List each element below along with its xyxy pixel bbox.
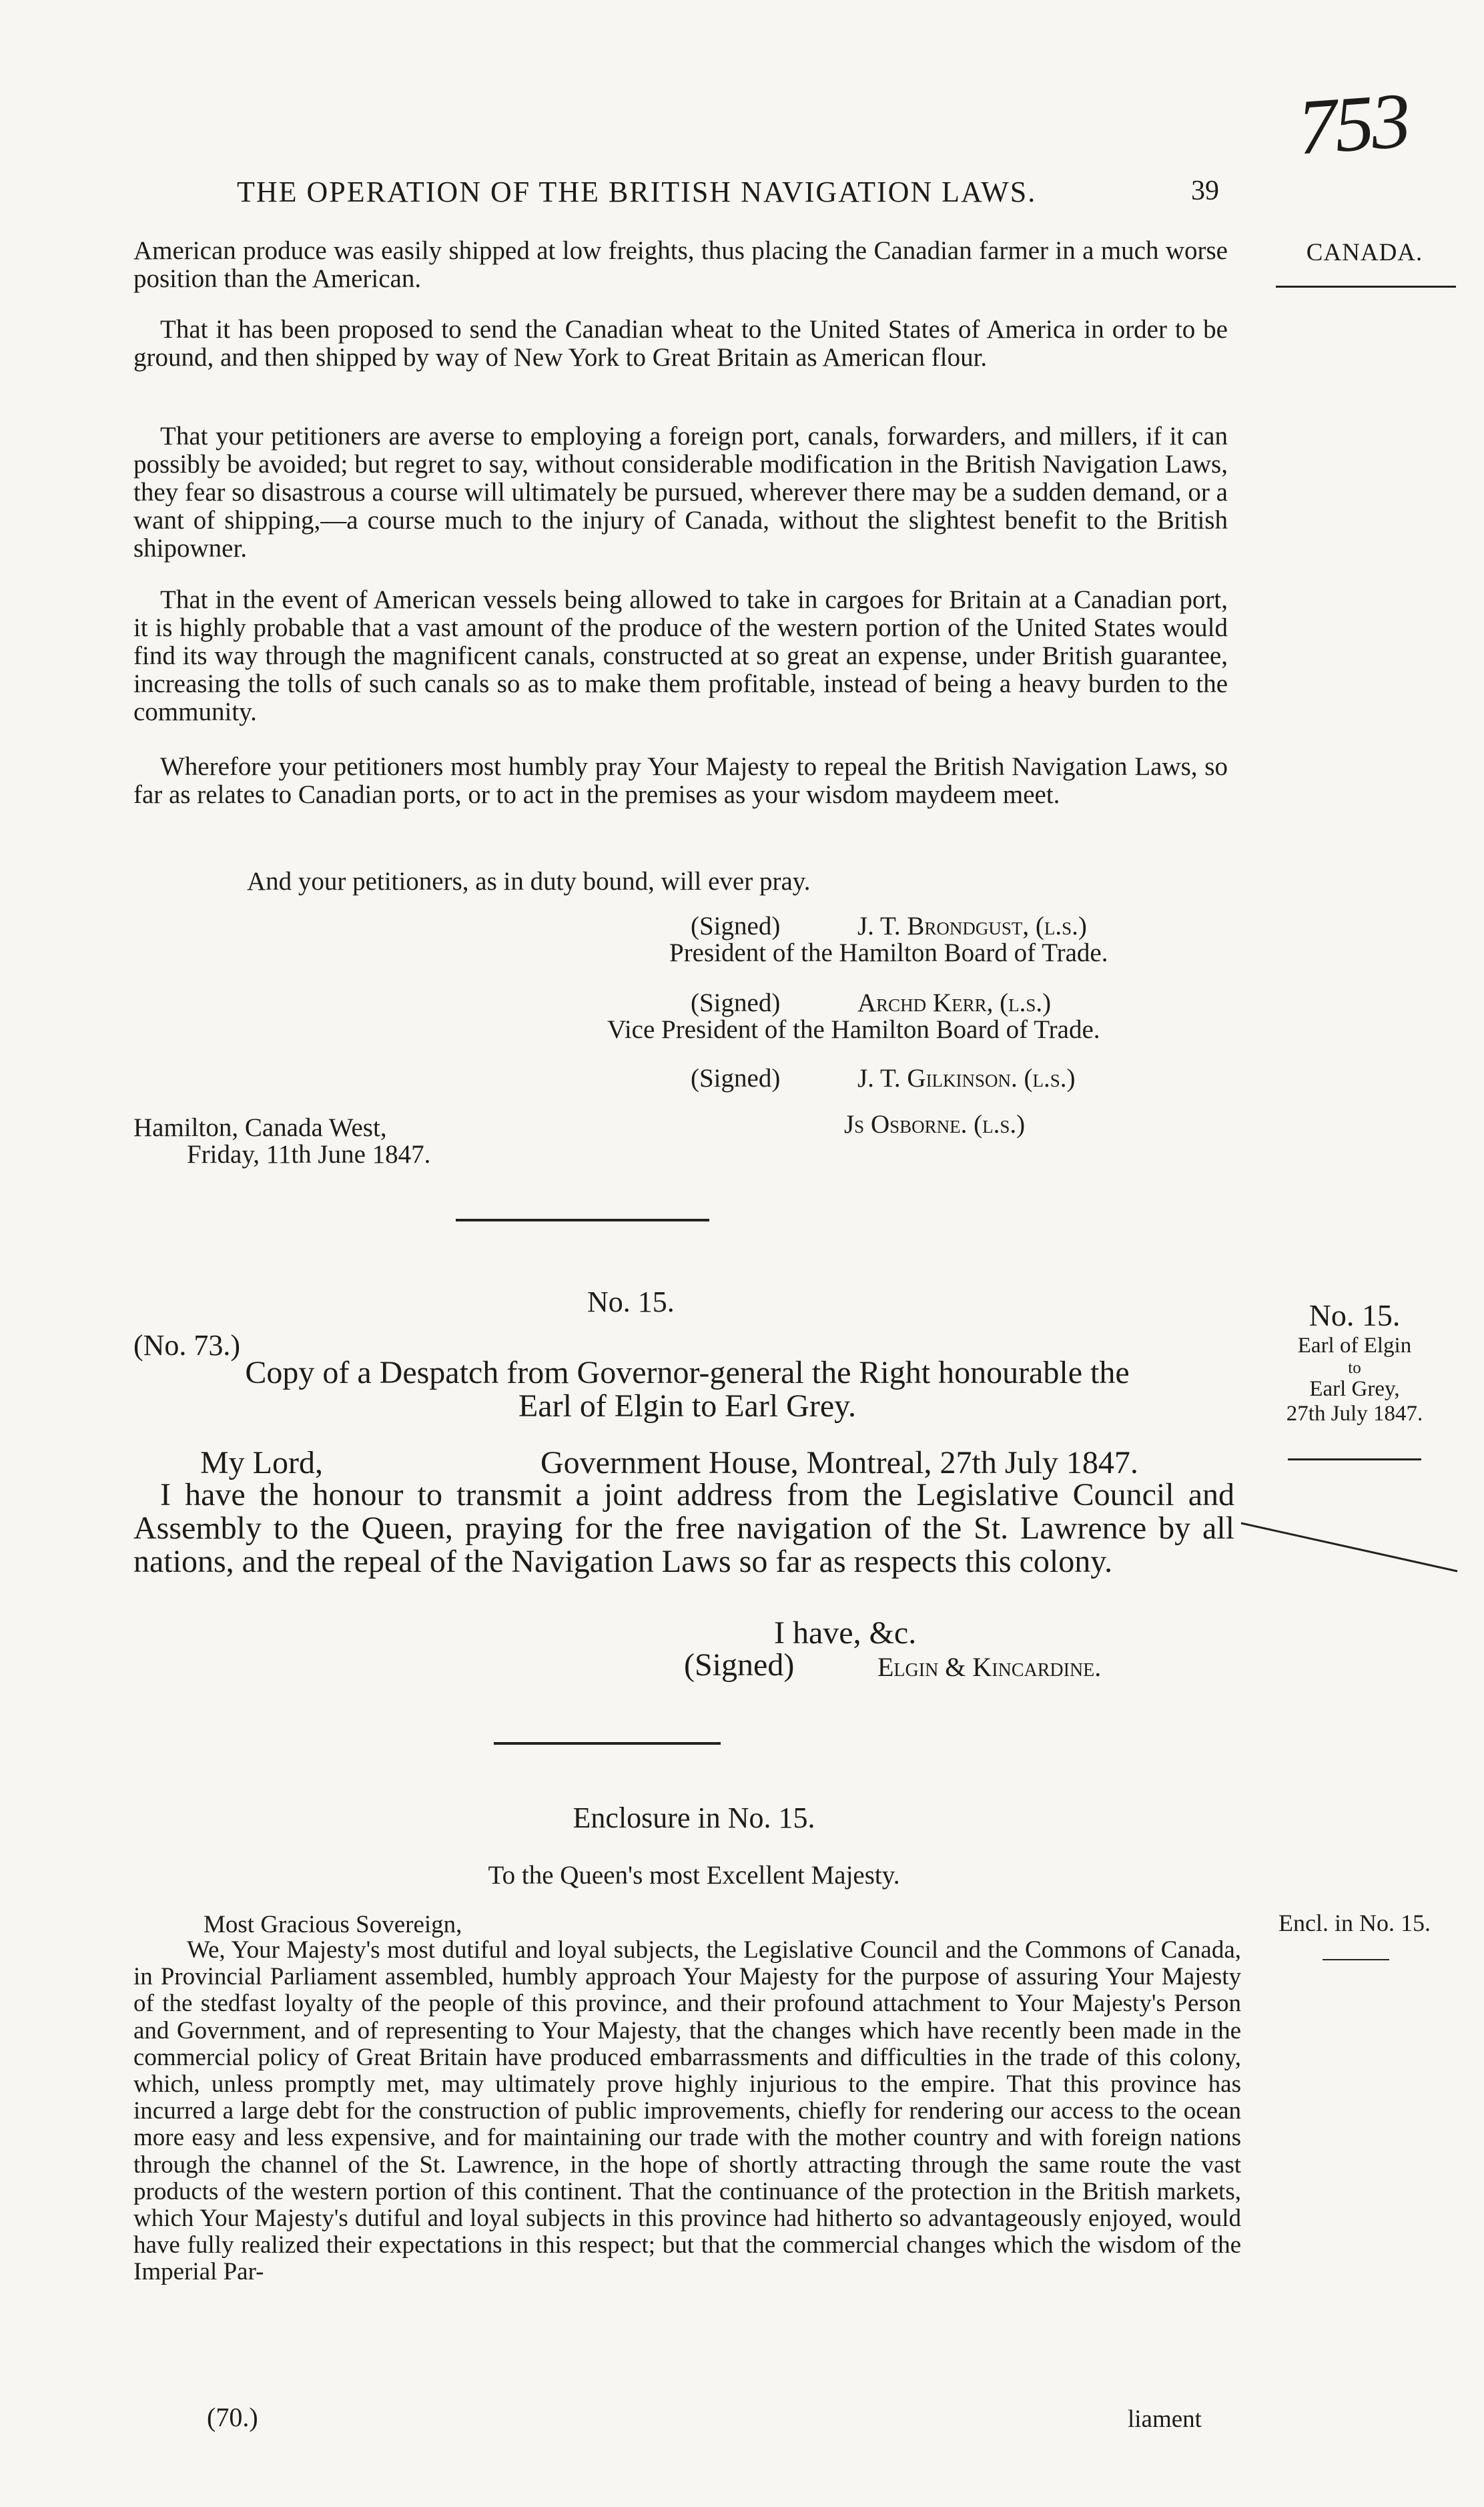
enclosure-addressee: To the Queen's most Excellent Majesty. <box>488 1861 900 1890</box>
despatch-dateline: Government House, Montreal, 27th July 1847. <box>540 1445 1138 1480</box>
despatch-number: (No. 73.) <box>133 1329 241 1362</box>
despatch-closing: I have, &c. <box>774 1615 917 1651</box>
despatch-signed: (Signed) <box>684 1647 795 1683</box>
petition-paragraph-3: That your petitioners are averse to employing a foreign port, canals, forwarders, and millers, if it can possibly be avoided; but regret to say, without considerable modification in the British Navigation Laws, they fear so disastrous a course will ultimately be pursued, wherever there may be a sudden demand, or a want of shipping,—a course much to the injury of Canada, without the slightest benefit to the British shipowner. <box>133 422 1228 563</box>
petition-paragraph-1: American produce was easily shipped at low freights, thus placing the Canadian farmer in a much worse position than the American. <box>133 236 1228 293</box>
margin-pen-stroke <box>1240 1507 1460 1581</box>
petition-closing: And your petitioners, as in duty bound, will ever pray. <box>247 867 811 896</box>
petition-paragraph-5: Wherefore your petitioners most humbly pray Your Majesty to repeal the British Navigation Laws, so far as relates to Canadian ports, or to act in the premises as your wisdom maydeem meet. <box>133 752 1228 809</box>
signature-2-name: Archd Kerr, (l.s.) <box>857 989 1052 1017</box>
margin-note-canada: CANADA. <box>1306 239 1423 266</box>
petition-date: Friday, 11th June 1847. <box>187 1140 431 1169</box>
margin-note-despatch-recipient: Earl Grey, <box>1309 1377 1400 1401</box>
margin-rule <box>1323 1959 1389 1960</box>
margin-note-despatch-from: Earl of Elgin <box>1297 1334 1412 1358</box>
signature-1-signed: (Signed) <box>691 912 781 940</box>
petition-paragraph-4: That in the event of American vessels being allowed to take in cargoes for Britain at a Canadian port, it is highly probable that a vast amount of the produce of the western portion of the United States would find its way through the magnificent canals, constructed at so great an expense, under British guarantee, increasing the tolls of such canals so as to make them profitable, instead of being a heavy burden to the community. <box>133 585 1228 726</box>
enclosure-heading: Enclosure in No. 15. <box>573 1801 815 1834</box>
signature-1-title: President of the Hamilton Board of Trade. <box>669 938 1108 967</box>
despatch-title-line-2: Earl of Elgin to Earl Grey. <box>518 1388 857 1424</box>
margin-note-despatch-number: No. 15. <box>1309 1298 1401 1332</box>
despatch-salutation: My Lord, <box>200 1445 323 1480</box>
signature-3-name: J. T. Gilkinson. (l.s.) <box>857 1064 1076 1093</box>
margin-note-despatch-to: to <box>1348 1359 1361 1377</box>
margin-rule <box>1276 286 1456 288</box>
signature-4-name: Js Osborne. (l.s.) <box>844 1110 1026 1139</box>
catchword: liament <box>1128 2406 1202 2433</box>
signature-2-title: Vice President of the Hamilton Board of Trade. <box>607 1015 1100 1044</box>
despatch-signer: Elgin & Kincardine. <box>877 1652 1102 1682</box>
section-divider <box>494 1742 721 1745</box>
section-divider <box>456 1219 709 1221</box>
enclosure-body: We, Your Majesty's most dutiful and loyal subjects, the Legislative Council and the Commons of Canada, in Provincial Parliament assembled, humbly approach Your Majesty for the purpose of assuring Your Majesty of the stedfast loyalty of the people of this province, and their profound attachment to Your Majesty's Person and Government, and of representing to Your Majesty, that the changes which have recently been made in the commercial policy of Great Britain have produced embarrassments and difficulties in the trade of this colony, which, unless promptly met, may ultimately prove highly injurious to the empire. That this province has incurred a large debt for the construction of public improvements, chiefly for rendering our access to the ocean more easy and less expensive, and for maintaining our trade with the mother country and with foreign nations through the channel of the St. Lawrence, in the hope of shortly attracting through the same route the vast products of the western portion of this continent. That the continuance of the protection in the British markets, which Your Majesty's dutiful and loyal subjects in this province had hitherto so advantageously enjoyed, would have fully realized their expectations in this respect; but that the commercial changes which the wisdom of the Imperial Par- <box>133 1936 1241 2286</box>
petition-place: Hamilton, Canada West, <box>133 1113 387 1142</box>
enclosure-salutation: Most Gracious Sovereign, <box>204 1911 462 1938</box>
handwritten-page-number: 753 <box>1294 76 1411 172</box>
despatch-title-line-1: Copy of a Despatch from Governor-general the Right honourable the <box>245 1355 1130 1390</box>
despatch-body: I have the honour to transmit a joint address from the Legislative Council and Assembly to the Queen, praying for the free navigation of the St. Lawrence by all nations, and the repeal of the Navigation Laws so far as respects this colony. <box>133 1477 1234 1579</box>
page-number: 39 <box>1191 176 1219 206</box>
margin-note-despatch-date: 27th July 1847. <box>1286 1402 1423 1426</box>
signature-1-name: J. T. Brondgust, (l.s.) <box>857 912 1087 940</box>
signature-mark: (70.) <box>207 2402 258 2432</box>
margin-rule <box>1288 1458 1421 1460</box>
despatch-heading: No. 15. <box>587 1286 675 1318</box>
margin-note-enclosure: Encl. in No. 15. <box>1278 1910 1431 1936</box>
signature-2-signed: (Signed) <box>691 989 781 1017</box>
running-title: THE OPERATION OF THE BRITISH NAVIGATION LAWS. <box>237 176 1037 208</box>
signature-3-signed: (Signed) <box>691 1064 781 1093</box>
petition-paragraph-2: That it has been proposed to send the Canadian wheat to the United States of America in order to be ground, and then shipped by way of New York to Great Britain as American flour. <box>133 315 1228 372</box>
